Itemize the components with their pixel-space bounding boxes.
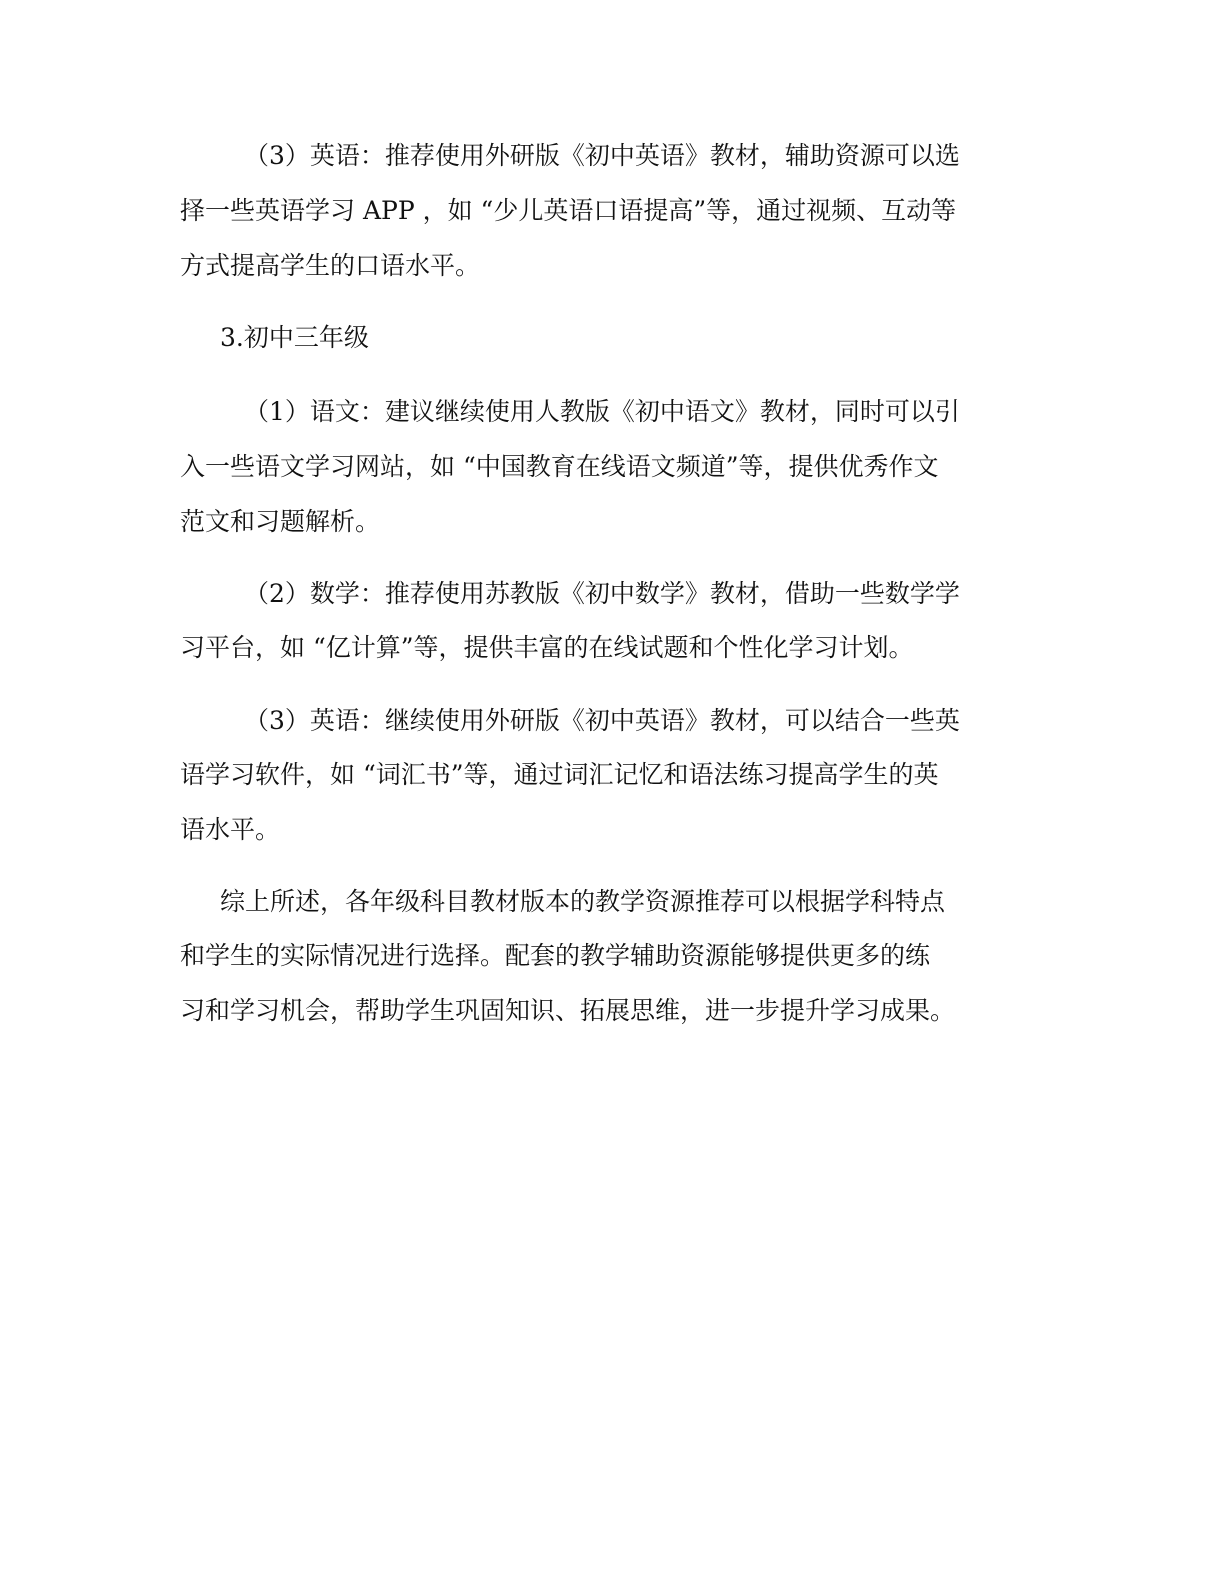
paragraph-english-g2-line-2: 择一些英语学习 APP ，如 “少儿英语口语提高”等，通过视频、互动等 xyxy=(180,196,957,225)
paragraph-english-g2-line-3: 方式提高学生的口语水平。 xyxy=(180,251,481,280)
paragraph-english-g3-line-3: 语水平。 xyxy=(180,815,281,844)
paragraph-summary-line-2: 和学生的实际情况进行选择。配套的教学辅助资源能够提供更多的练 xyxy=(180,941,931,970)
section-heading-grade-3: 3.初中三年级 xyxy=(220,323,369,352)
paragraph-chinese-line-2: 入一些语文学习网站，如 “中国教育在线语文频道”等，提供优秀作文 xyxy=(180,452,939,481)
paragraph-math-line-1: （2）数学：推荐使用苏教版《初中数学》教材，借助一些数学学 xyxy=(244,579,960,608)
paragraph-summary-line-1: 综上所述，各年级科目教材版本的教学资源推荐可以根据学科特点 xyxy=(220,887,946,916)
paragraph-english-g3-line-1: （3）英语：继续使用外研版《初中英语》教材，可以结合一些英 xyxy=(244,706,960,735)
paragraph-chinese-line-3: 范文和习题解析。 xyxy=(180,507,381,536)
paragraph-math-line-2: 习平台，如 “亿计算”等，提供丰富的在线试题和个性化学习计划。 xyxy=(180,633,914,662)
paragraph-summary-line-3: 习和学习机会，帮助学生巩固知识、拓展思维，进一步提升学习成果。 xyxy=(180,996,956,1025)
paragraph-english-g3-line-2: 语学习软件，如 “词汇书”等，通过词汇记忆和语法练习提高学生的英 xyxy=(180,760,939,789)
paragraph-english-g2-line-1: （3）英语：推荐使用外研版《初中英语》教材，辅助资源可以选 xyxy=(244,141,960,170)
paragraph-chinese-line-1: （1）语文：建议继续使用人教版《初中语文》教材，同时可以引 xyxy=(244,397,960,426)
